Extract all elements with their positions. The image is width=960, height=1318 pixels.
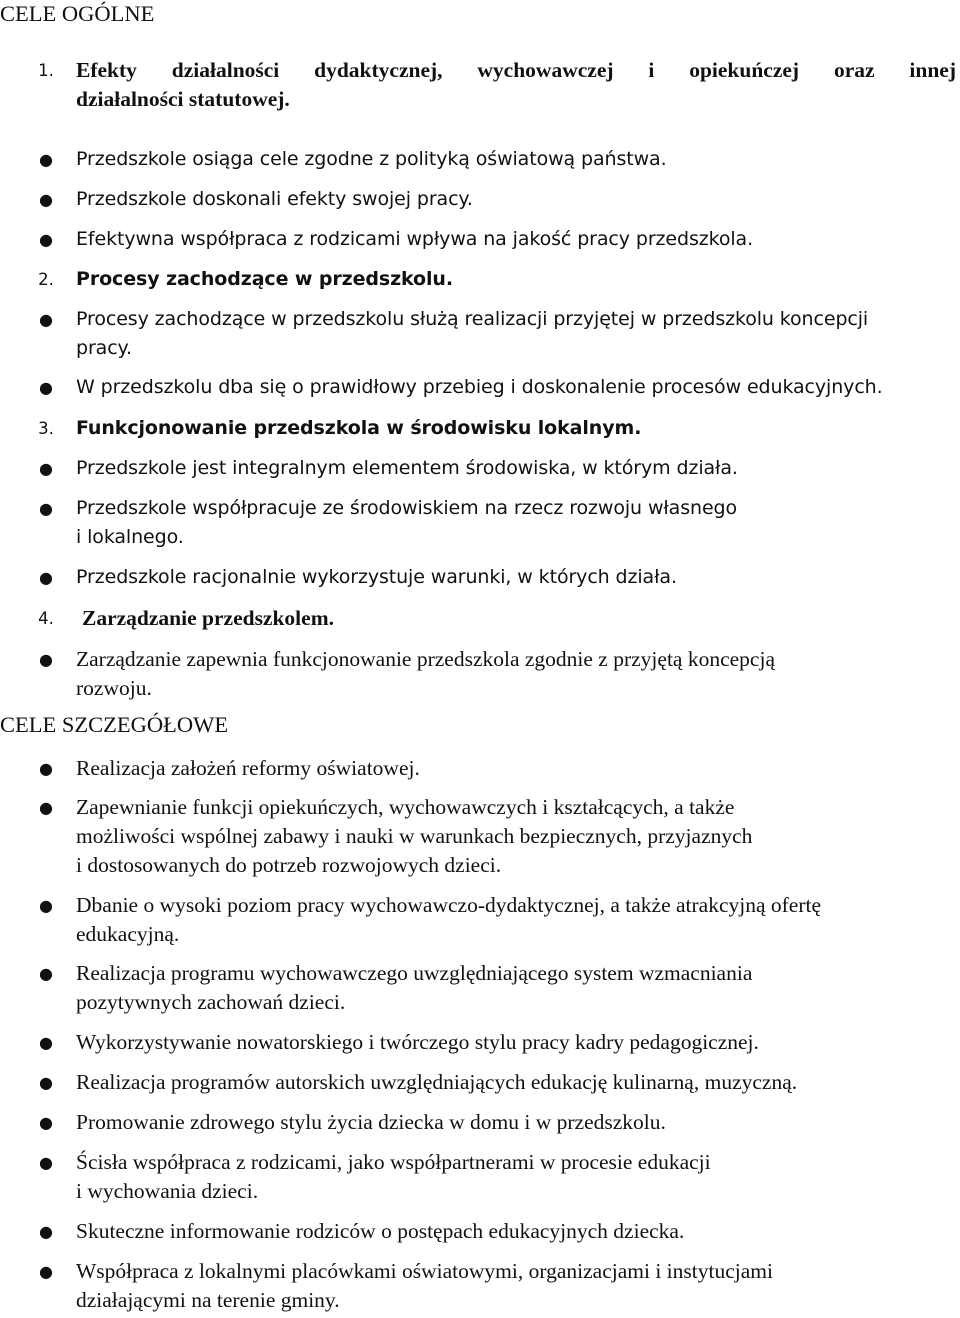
list-item-text: Zapewnianie funkcji opiekuńczych, wychowawczych i kształcących, a także [76, 795, 735, 819]
section-number: 2. [38, 270, 54, 289]
section-number: 4. [38, 609, 54, 628]
list-item-text: możliwości wspólnej zabawy i nauki w warunkach bezpiecznych, przyjaznych [76, 824, 753, 848]
bullet-icon: ● [39, 230, 53, 249]
section-title: Zarządzanie przedszkolem. [82, 606, 334, 630]
list-item-text: Współpraca z lokalnymi placówkami oświatowymi, organizacjami i instytucjami [76, 1259, 773, 1283]
bullet-icon: ● [39, 1033, 53, 1052]
list-item-text: działającymi na terenie gminy. [76, 1288, 340, 1312]
list-item-text: edukacyjną. [76, 922, 180, 946]
heading-general-goals: CELE OGÓLNE [0, 1, 155, 26]
bullet-icon: ● [39, 190, 53, 209]
section-title: Procesy zachodzące w przedszkolu. [76, 268, 453, 290]
list-item-text: W przedszkolu dba się o prawidłowy przebieg i doskonalenie procesów edukacyjnych. [76, 376, 883, 398]
list-item-text: Zarządzanie zapewnia funkcjonowanie przedszkola zgodnie z przyjętą koncepcją [76, 647, 775, 671]
list-item-text: pracy. [76, 337, 132, 359]
bullet-icon: ● [39, 759, 53, 778]
bullet-icon: ● [39, 1153, 53, 1172]
bullet-icon: ● [39, 150, 53, 169]
bullet-icon: ● [39, 896, 53, 915]
section-title-line: działalności statutowej. [76, 87, 290, 111]
list-item-text: Efektywna współpraca z rodzicami wpływa na jakość pracy przedszkola. [76, 228, 754, 250]
bullet-icon: ● [39, 1262, 53, 1281]
list-item-text: Promowanie zdrowego stylu życia dziecka w domu i w przedszkolu. [76, 1110, 666, 1134]
list-item-text: Dbanie o wysoki poziom pracy wychowawczo-dydaktycznej, a także atrakcyjną ofertę [76, 893, 822, 917]
section-title: Funkcjonowanie przedszkola w środowisku lokalnym. [76, 417, 642, 439]
bullet-icon: ● [39, 964, 53, 983]
bullet-icon: ● [39, 1113, 53, 1132]
list-item-text: Przedszkole racjonalnie wykorzystuje warunki, w których działa. [76, 566, 677, 588]
list-item-text: Ścisła współpraca z rodzicami, jako współpartnerami w procesie edukacji [76, 1150, 711, 1174]
bullet-icon: ● [39, 1073, 53, 1092]
list-item-text: Realizacja programu wychowawczego uwzględniającego system wzmacniania [76, 961, 753, 985]
bullet-icon: ● [39, 798, 53, 817]
list-item-text: Realizacja założeń reformy oświatowej. [76, 756, 420, 780]
list-item-text: pozytywnych zachowań dzieci. [76, 990, 346, 1014]
list-item-text: rozwoju. [76, 676, 152, 700]
list-item-text: Procesy zachodzące w przedszkolu służą realizacji przyjętej w przedszkolu koncepcji [76, 308, 869, 330]
heading-specific-goals: CELE SZCZEGÓŁOWE [0, 712, 229, 737]
bullet-icon: ● [39, 1222, 53, 1241]
list-item-text: Przedszkole współpracuje ze środowiskiem na rzecz rozwoju własnego [76, 497, 738, 519]
list-item-text: Przedszkole osiąga cele zgodne z polityką oświatową państwa. [76, 148, 667, 170]
section-title-line: Efekty działalności dydaktycznej, wychowawczej i opiekuńczej oraz innej [76, 58, 956, 82]
list-item-text: Skuteczne informowanie rodziców o postępach edukacyjnych dziecka. [76, 1219, 685, 1243]
list-item-text: Przedszkole jest integralnym elementem środowiska, w którym działa. [76, 457, 738, 479]
section-number: 1. [38, 61, 54, 80]
list-item-text: i wychowania dzieci. [76, 1179, 259, 1203]
bullet-icon: ● [39, 459, 53, 478]
bullet-icon: ● [39, 310, 53, 329]
list-item-text: Realizacja programów autorskich uwzględniających edukację kulinarną, muzyczną. [76, 1070, 798, 1094]
bullet-icon: ● [39, 650, 53, 669]
section-number: 3. [38, 419, 54, 438]
list-item-text: Przedszkole doskonali efekty swojej pracy. [76, 188, 473, 210]
list-item-text: Wykorzystywanie nowatorskiego i twórczego stylu pracy kadry pedagogicznej. [76, 1030, 759, 1054]
list-item-text: i lokalnego. [76, 526, 184, 548]
list-item-text: i dostosowanych do potrzeb rozwojowych dzieci. [76, 853, 502, 877]
bullet-icon: ● [39, 568, 53, 587]
bullet-icon: ● [39, 378, 53, 397]
bullet-icon: ● [39, 499, 53, 518]
